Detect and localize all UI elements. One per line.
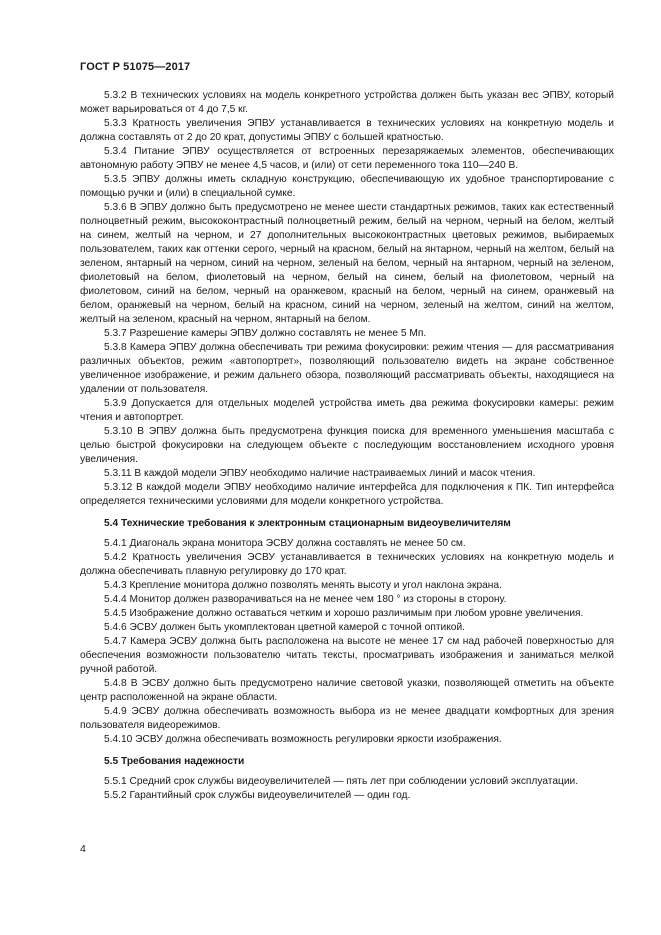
clause-5-3-5: 5.3.5 ЭПВУ должны иметь складную конструкцию, обеспечивающую их удобное транспортирование с помощью ручки и (или) в специальной сумке. <box>80 174 614 199</box>
clause-5-4-10: 5.4.10 ЭСВУ должна обеспечивать возможность регулировки яркости изображения. <box>104 734 502 745</box>
clause-5-3-7: 5.3.7 Разрешение камеры ЭПВУ должно составлять не менее 5 Мп. <box>104 328 427 339</box>
clause-5-3-10: 5.3.10 В ЭПВУ должна быть предусмотрена функция поиска для временного уменьшения масштаба с целью быстрой фокусировки на следующем объекте с последующим восстановлением исходного уровня увеличения. <box>80 426 614 465</box>
document-body <box>80 89 614 803</box>
clause-5-4-1: 5.4.1 Диагональ экрана монитора ЭСВУ должна составлять не менее 50 см. <box>104 538 466 549</box>
clause-5-3-11: 5.3.11 В каждой модели ЭПВУ необходимо наличие настраиваемых линий и масок чтения. <box>104 468 536 479</box>
clause-5-3-3: 5.3.3 Кратность увеличения ЭПВУ устанавливается в технических условиях на конкретную модель и должна составлять от 2 до 20 крат, допустимы ЭПВУ с большей кратностью. <box>80 118 614 143</box>
clause-5-4-3: 5.4.3 Крепление монитора должно позволять менять высоту и угол наклона экрана. <box>104 580 502 591</box>
clause-5-4-7: 5.4.7 Камера ЭСВУ должна быть расположена на высоте не менее 17 см над рабочей поверхностью для обеспечения возможности пользователю читать тексты, просматривать изображения и заниматься мелкой ручной работой. <box>80 636 614 675</box>
clause-5-4-4: 5.4.4 Монитор должен разворачиваться на не менее чем 180 ° из стороны в сторону. <box>104 594 507 605</box>
section-heading-5-4: 5.4 Технические требования к электронным стационарным видеоувеличителям <box>104 518 511 529</box>
clause-5-4-6: 5.4.6 ЭСВУ должен быть укомплектован цветной камерой с точной оптикой. <box>104 622 465 633</box>
clause-5-3-12: 5.3.12 В каждой модели ЭПВУ необходимо наличие интерфейса для подключения к ПК. Тип интерфейса определяется техническими условиями для модели конкретного устройства. <box>80 482 614 507</box>
clause-5-3-9: 5.3.9 Допускается для отдельных моделей устройства иметь два режима фокусировки камеры: режим чтения и автопортрет. <box>80 398 614 423</box>
clause-5-3-6: 5.3.6 В ЭПВУ должно быть предусмотрено не менее шести стандартных режимов, таких как естественный полноцветный режим, высококонтрастный полноцветный режим, белый на черном, черный на белом, желтый на синем, желтый на черном, и 27 дополнительных высококонтрастных цветовых режимов, выбираемых пользователем, таких как оттенки серого, черный на красном, белый на янтарном, черный на желтом, белый на зеленом, янтарный на черном, синий на черном, зеленый на белом, черный на янтарном, черный на зеленом, фиолетовый на белом, фиолетовый на черном, белый на синем, белый на фиолетовом, черный на фиолетовом, синий на белом, черный на оранжевом, красный на белом, черный на синем, оранжевый на белом, оранжевый на черном, белый на красном, синий на черном, зеленый на желтом, синий на желтом, желтый на зеленом, красный на черном, янтарный на белом. <box>80 202 614 325</box>
clause-5-5-2: 5.5.2 Гарантийный срок службы видеоувеличителей — один год. <box>104 790 411 801</box>
clause-5-3-8: 5.3.8 Камера ЭПВУ должна обеспечивать три режима фокусировки: режим чтения — для рассматривания различных объектов, режим «автопортрет», позволяющий пользователю видеть на экране собственное увеличенное изображение, и режим дальнего обзора, позволяющий рассматривать объекты, находящиеся на удалении от пользователя. <box>80 342 614 395</box>
clause-5-4-5: 5.4.5 Изображение должно оставаться четким и хорошо различимым при любом уровне увеличения. <box>104 608 584 619</box>
clause-5-4-2: 5.4.2 Кратность увеличения ЭСВУ устанавливается в технических условиях на конкретную модель и должна обеспечивать плавную регулировку до 170 крат. <box>80 552 614 577</box>
clause-5-4-9: 5.4.9 ЭСВУ должна обеспечивать возможность выбора из не менее двадцати комфортных для зрения пользователя видеорежимов. <box>80 706 614 731</box>
clause-5-5-1: 5.5.1 Средний срок службы видеоувеличителей — пять лет при соблюдении условий эксплуатации. <box>104 776 579 787</box>
clause-5-3-2: 5.3.2 В технических условиях на модель конкретного устройства должен быть указан вес ЭПВУ, который может варьироваться от 4 до 7,5 кг. <box>80 90 614 115</box>
clause-5-3-4: 5.3.4 Питание ЭПВУ осуществляется от встроенных перезаряжаемых элементов, обеспечивающих автономную работу ЭПВУ не менее 4,5 часов, и (или) от сети переменного тока 110—240 В. <box>80 146 614 171</box>
section-heading-5-5: 5.5 Требования надежности <box>104 756 245 767</box>
clause-5-4-8: 5.4.8 В ЭСВУ должно быть предусмотрено наличие световой указки, позволяющей отметить на объекте центр расположенной на экране области. <box>80 678 614 703</box>
page-number: 4 <box>80 843 86 855</box>
document-header: ГОСТ Р 51075—2017 <box>80 61 191 73</box>
